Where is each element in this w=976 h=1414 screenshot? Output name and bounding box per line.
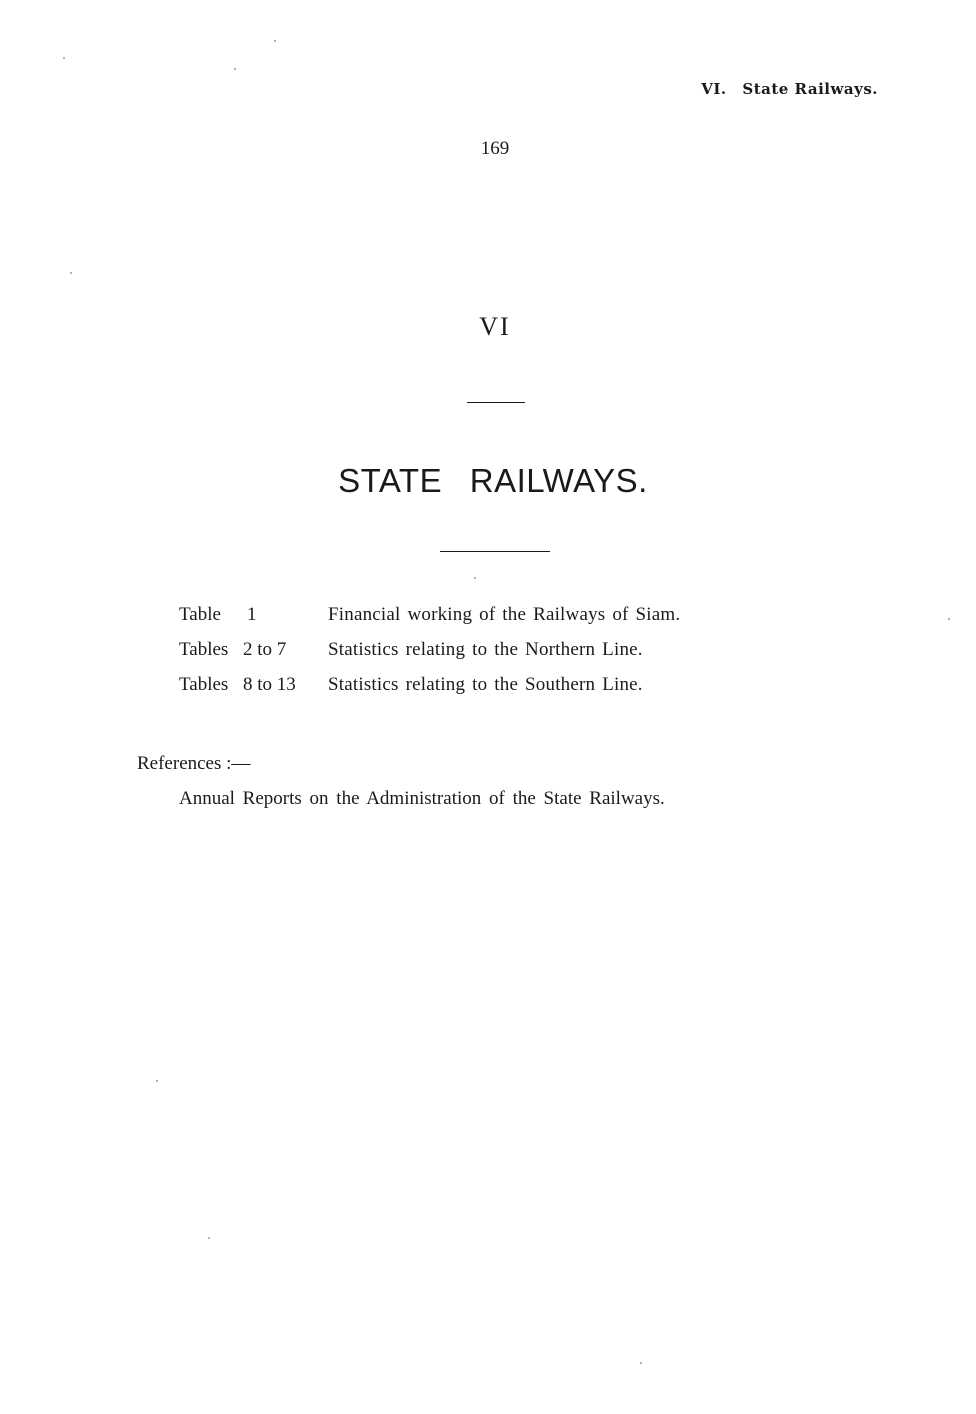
contents-item-kind: Tables xyxy=(179,674,229,695)
contents-item-kind: Table xyxy=(179,604,221,625)
contents-item xyxy=(179,667,680,702)
scan-speck xyxy=(274,40,276,42)
scan-speck xyxy=(474,577,476,579)
references-label: References :— xyxy=(137,753,251,774)
references-item: Annual Reports on the Administration of the State Railways. xyxy=(179,788,665,809)
table-contents-list xyxy=(179,597,680,702)
section-title: STATE RAILWAYS. xyxy=(338,462,648,499)
contents-item xyxy=(179,597,680,632)
scan-speck xyxy=(63,57,65,59)
contents-item-description: Statistics relating to the Northern Line. xyxy=(328,639,643,660)
contents-item-range: 1 xyxy=(247,604,257,625)
section-numeral: VI xyxy=(479,312,511,341)
contents-item xyxy=(179,632,680,667)
scan-speck xyxy=(640,1362,642,1364)
running-head-title: State Railways. xyxy=(742,80,878,98)
running-head-numeral: VI. xyxy=(701,80,727,98)
scan-speck xyxy=(208,1237,210,1239)
divider-rule-lower xyxy=(440,551,550,552)
scan-speck xyxy=(70,272,72,274)
contents-item-description: Financial working of the Railways of Siam. xyxy=(328,604,681,625)
page-number: 169 xyxy=(480,138,510,159)
divider-rule-upper xyxy=(467,402,525,403)
scan-speck xyxy=(948,618,950,620)
contents-item-description: Statistics relating to the Southern Line. xyxy=(328,674,643,695)
running-head xyxy=(701,80,878,98)
contents-item-kind: Tables xyxy=(179,639,229,660)
contents-item-range: 2 to 7 xyxy=(243,639,287,660)
scan-speck xyxy=(156,1080,158,1082)
scan-speck xyxy=(234,68,236,70)
contents-item-range: 8 to 13 xyxy=(243,674,296,695)
